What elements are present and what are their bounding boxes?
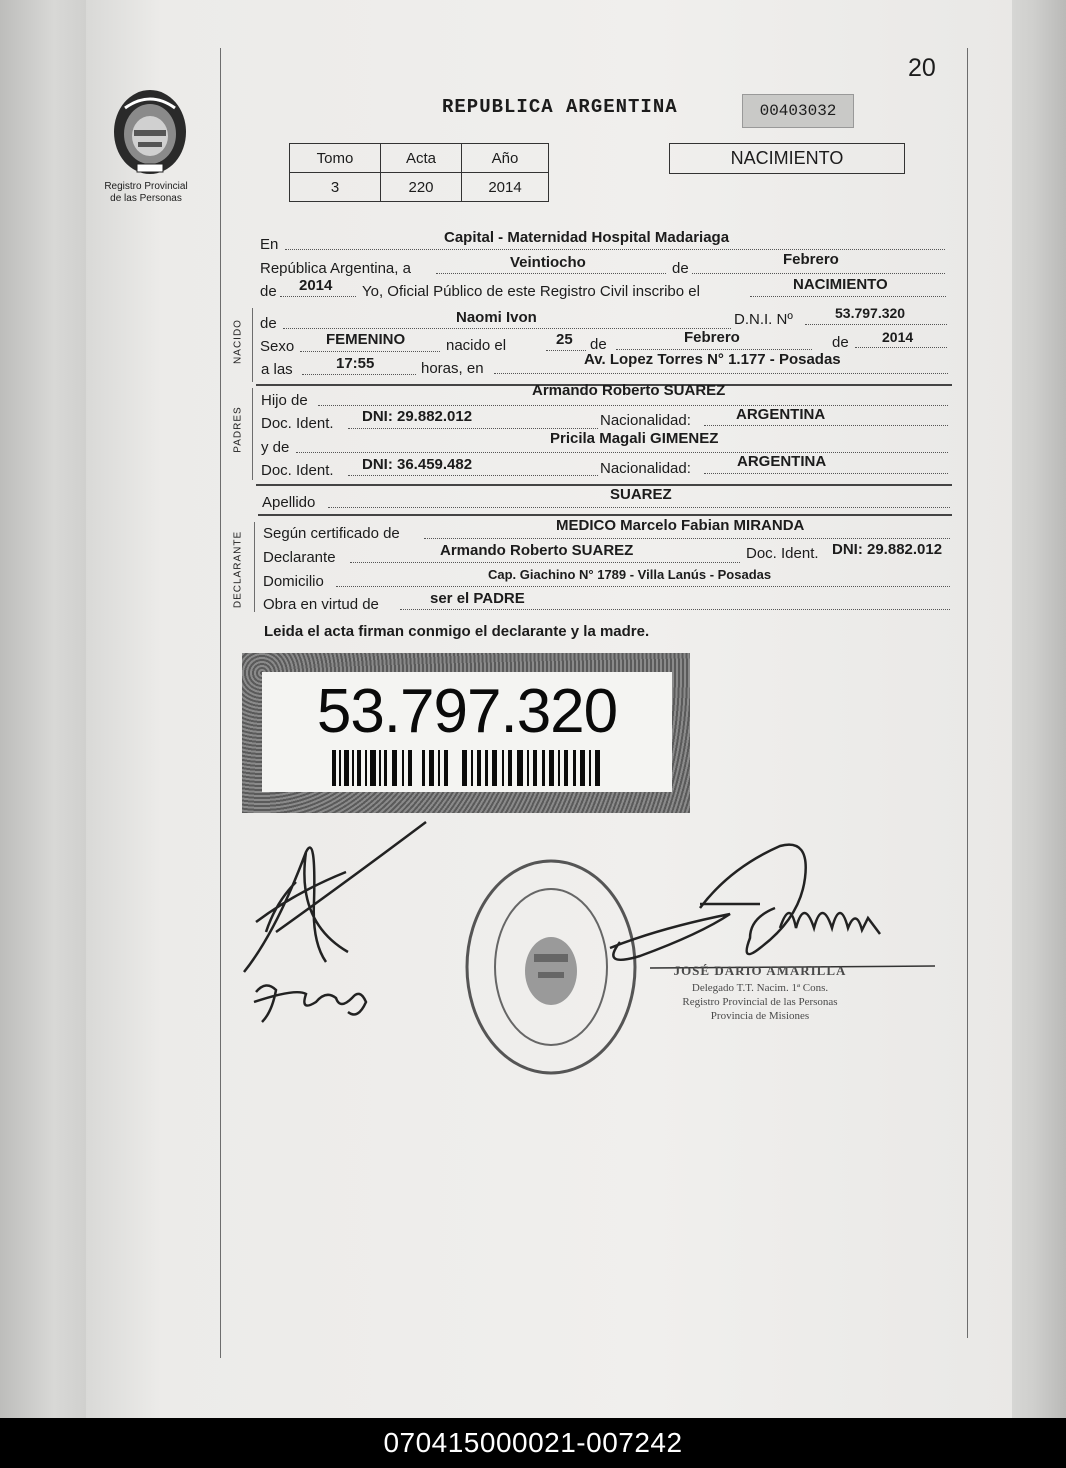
value-mother: Pricila Magali GIMENEZ <box>550 430 719 447</box>
label-de3: de <box>260 315 277 332</box>
label-yo: Yo, Oficial Público de este Registro Civil inscribo el <box>362 283 700 300</box>
footer-code: 070415000021-007242 <box>383 1427 683 1458</box>
value-day-words: Veintiocho <box>510 254 586 271</box>
value-surname: SUAREZ <box>610 486 672 503</box>
value-mother-nat: ARGENTINA <box>737 453 827 470</box>
label-de4: de <box>590 336 607 353</box>
value-address: Av. Lopez Torres N° 1.177 - Posadas <box>584 351 841 368</box>
dotted-line <box>328 507 950 508</box>
registry-label-line1: Registro Provincial <box>104 181 188 192</box>
ledger-value-acta: 220 <box>381 173 462 202</box>
value-place: Capital - Maternidad Hospital Madariaga <box>444 229 730 246</box>
padres-bracket <box>252 388 253 480</box>
label-doc-ident3: Doc. Ident. <box>746 545 819 562</box>
value-month: Febrero <box>783 251 839 268</box>
dotted-line <box>546 350 586 351</box>
value-mother-doc: DNI: 36.459.482 <box>362 456 473 473</box>
officer-line4: Provincia de Misiones <box>710 1010 810 1022</box>
dotted-line <box>750 296 946 297</box>
dotted-line <box>302 374 416 375</box>
dotted-line <box>318 405 948 406</box>
serial-number: 00403032 <box>759 102 837 120</box>
ledger-table <box>289 143 549 202</box>
dotted-line <box>296 452 948 453</box>
label-de: de <box>672 260 689 277</box>
declarant-signature <box>236 812 446 1042</box>
ledger-header-acta: Acta <box>381 144 462 173</box>
dotted-line <box>400 609 950 610</box>
value-birth-year: 2014 <box>882 329 914 345</box>
dotted-line <box>805 324 947 325</box>
book-edge <box>1012 0 1066 1418</box>
side-label-declarante: DECLARANTE <box>232 530 244 609</box>
country-title: REPUBLICA ARGENTINA <box>442 96 678 118</box>
ledger-value-tomo: 3 <box>290 173 381 202</box>
label-dni: D.N.I. Nº <box>734 311 793 328</box>
barcode <box>332 750 602 786</box>
label-apellido: Apellido <box>262 494 316 511</box>
declarante-bracket <box>254 522 255 612</box>
dotted-line <box>424 538 950 539</box>
value-birth-month: Febrero <box>684 329 740 346</box>
nacido-bracket <box>252 308 253 382</box>
officer-name: JOSÉ DARIO AMARILLA <box>673 963 847 978</box>
dotted-line <box>704 473 948 474</box>
ledger-value-ano: 2014 <box>462 173 549 202</box>
label-a-las: a las <box>261 361 293 378</box>
left-margin-line <box>220 48 221 1358</box>
dotted-line <box>855 347 947 348</box>
officer-line2: Delegado T.T. Nacim. 1ª Cons. <box>691 982 829 994</box>
officer-line3: Registro Provincial de las Personas <box>682 996 838 1008</box>
dotted-line <box>300 351 440 352</box>
label-de2: de <box>260 283 277 300</box>
dotted-line <box>348 475 598 476</box>
section-divider <box>258 514 952 516</box>
side-label-padres: PADRES <box>232 406 244 453</box>
value-by-virtue: ser el PADRE <box>430 590 525 607</box>
label-de5: de <box>832 334 849 351</box>
right-margin-line <box>967 48 968 1338</box>
closing-statement: Leida el acta firman conmigo el declarante y la madre. <box>264 623 650 640</box>
label-sexo: Sexo <box>260 338 295 355</box>
stamp-text-hidden <box>1 1 2 2</box>
label-declarante: Declarante <box>263 549 336 566</box>
officer-signature <box>600 838 940 978</box>
page-number: 20 <box>908 54 936 82</box>
side-label-nacido: NACIDO <box>232 319 244 364</box>
value-domicile: Cap. Giachino N° 1789 - Villa Lanús - Posadas <box>488 567 772 582</box>
label-segun: Según certificado de <box>263 525 400 542</box>
previous-page-edge <box>0 0 90 1418</box>
dotted-line <box>350 562 740 563</box>
label-republica: República Argentina, a <box>260 260 411 277</box>
value-father-nat: ARGENTINA <box>736 406 826 423</box>
ledger-header-tomo: Tomo <box>290 144 381 173</box>
value-declarant-doc: DNI: 29.882.012 <box>832 541 943 558</box>
label-nacionalidad: Nacionalidad: <box>600 412 691 429</box>
value-sex: FEMENINO <box>326 331 406 348</box>
dotted-line <box>494 373 948 374</box>
label-nacido-el: nacido el <box>446 337 507 354</box>
value-father-doc: DNI: 29.882.012 <box>362 408 473 425</box>
label-nacionalidad2: Nacionalidad: <box>600 460 691 477</box>
value-birth-day: 25 <box>556 331 573 348</box>
label-domicilio: Domicilio <box>263 573 324 590</box>
value-certificate: MEDICO Marcelo Fabian MIRANDA <box>556 517 805 534</box>
value-father: Armando Roberto SUAREZ <box>532 382 726 399</box>
dotted-line <box>348 428 598 429</box>
label-hijo-de: Hijo de <box>261 392 308 409</box>
dotted-line <box>283 328 731 329</box>
value-name: Naomi Ivon <box>456 309 537 326</box>
label-doc-ident: Doc. Ident. <box>261 415 334 432</box>
serial-number-label <box>742 94 854 128</box>
value-year: 2014 <box>299 277 333 294</box>
dotted-line <box>436 273 666 274</box>
dotted-line <box>704 425 948 426</box>
dotted-line <box>280 296 356 297</box>
label-horas-en: horas, en <box>421 360 484 377</box>
document-type-box: NACIMIENTO <box>669 143 905 174</box>
label-y-de: y de <box>261 439 290 456</box>
registry-label-line2: de las Personas <box>110 193 182 204</box>
label-obra: Obra en virtud de <box>263 596 379 613</box>
value-declarant: Armando Roberto SUAREZ <box>440 542 634 559</box>
section-divider <box>256 484 952 486</box>
dotted-line <box>285 249 945 250</box>
officer-stamp-block <box>644 963 876 1022</box>
dotted-line <box>616 349 812 350</box>
value-time: 17:55 <box>336 355 375 372</box>
label-en: En <box>260 236 279 253</box>
dni-sticker-number: 53.797.320 <box>316 677 618 746</box>
value-dni: 53.797.320 <box>835 305 906 321</box>
stamp-ring-text <box>1 1 2 2</box>
registry-label <box>86 181 206 205</box>
dotted-line <box>692 273 945 274</box>
ledger-header-ano: Año <box>462 144 549 173</box>
dotted-line <box>336 586 950 587</box>
value-act: NACIMIENTO <box>793 276 888 293</box>
label-doc-ident2: Doc. Ident. <box>261 462 334 479</box>
